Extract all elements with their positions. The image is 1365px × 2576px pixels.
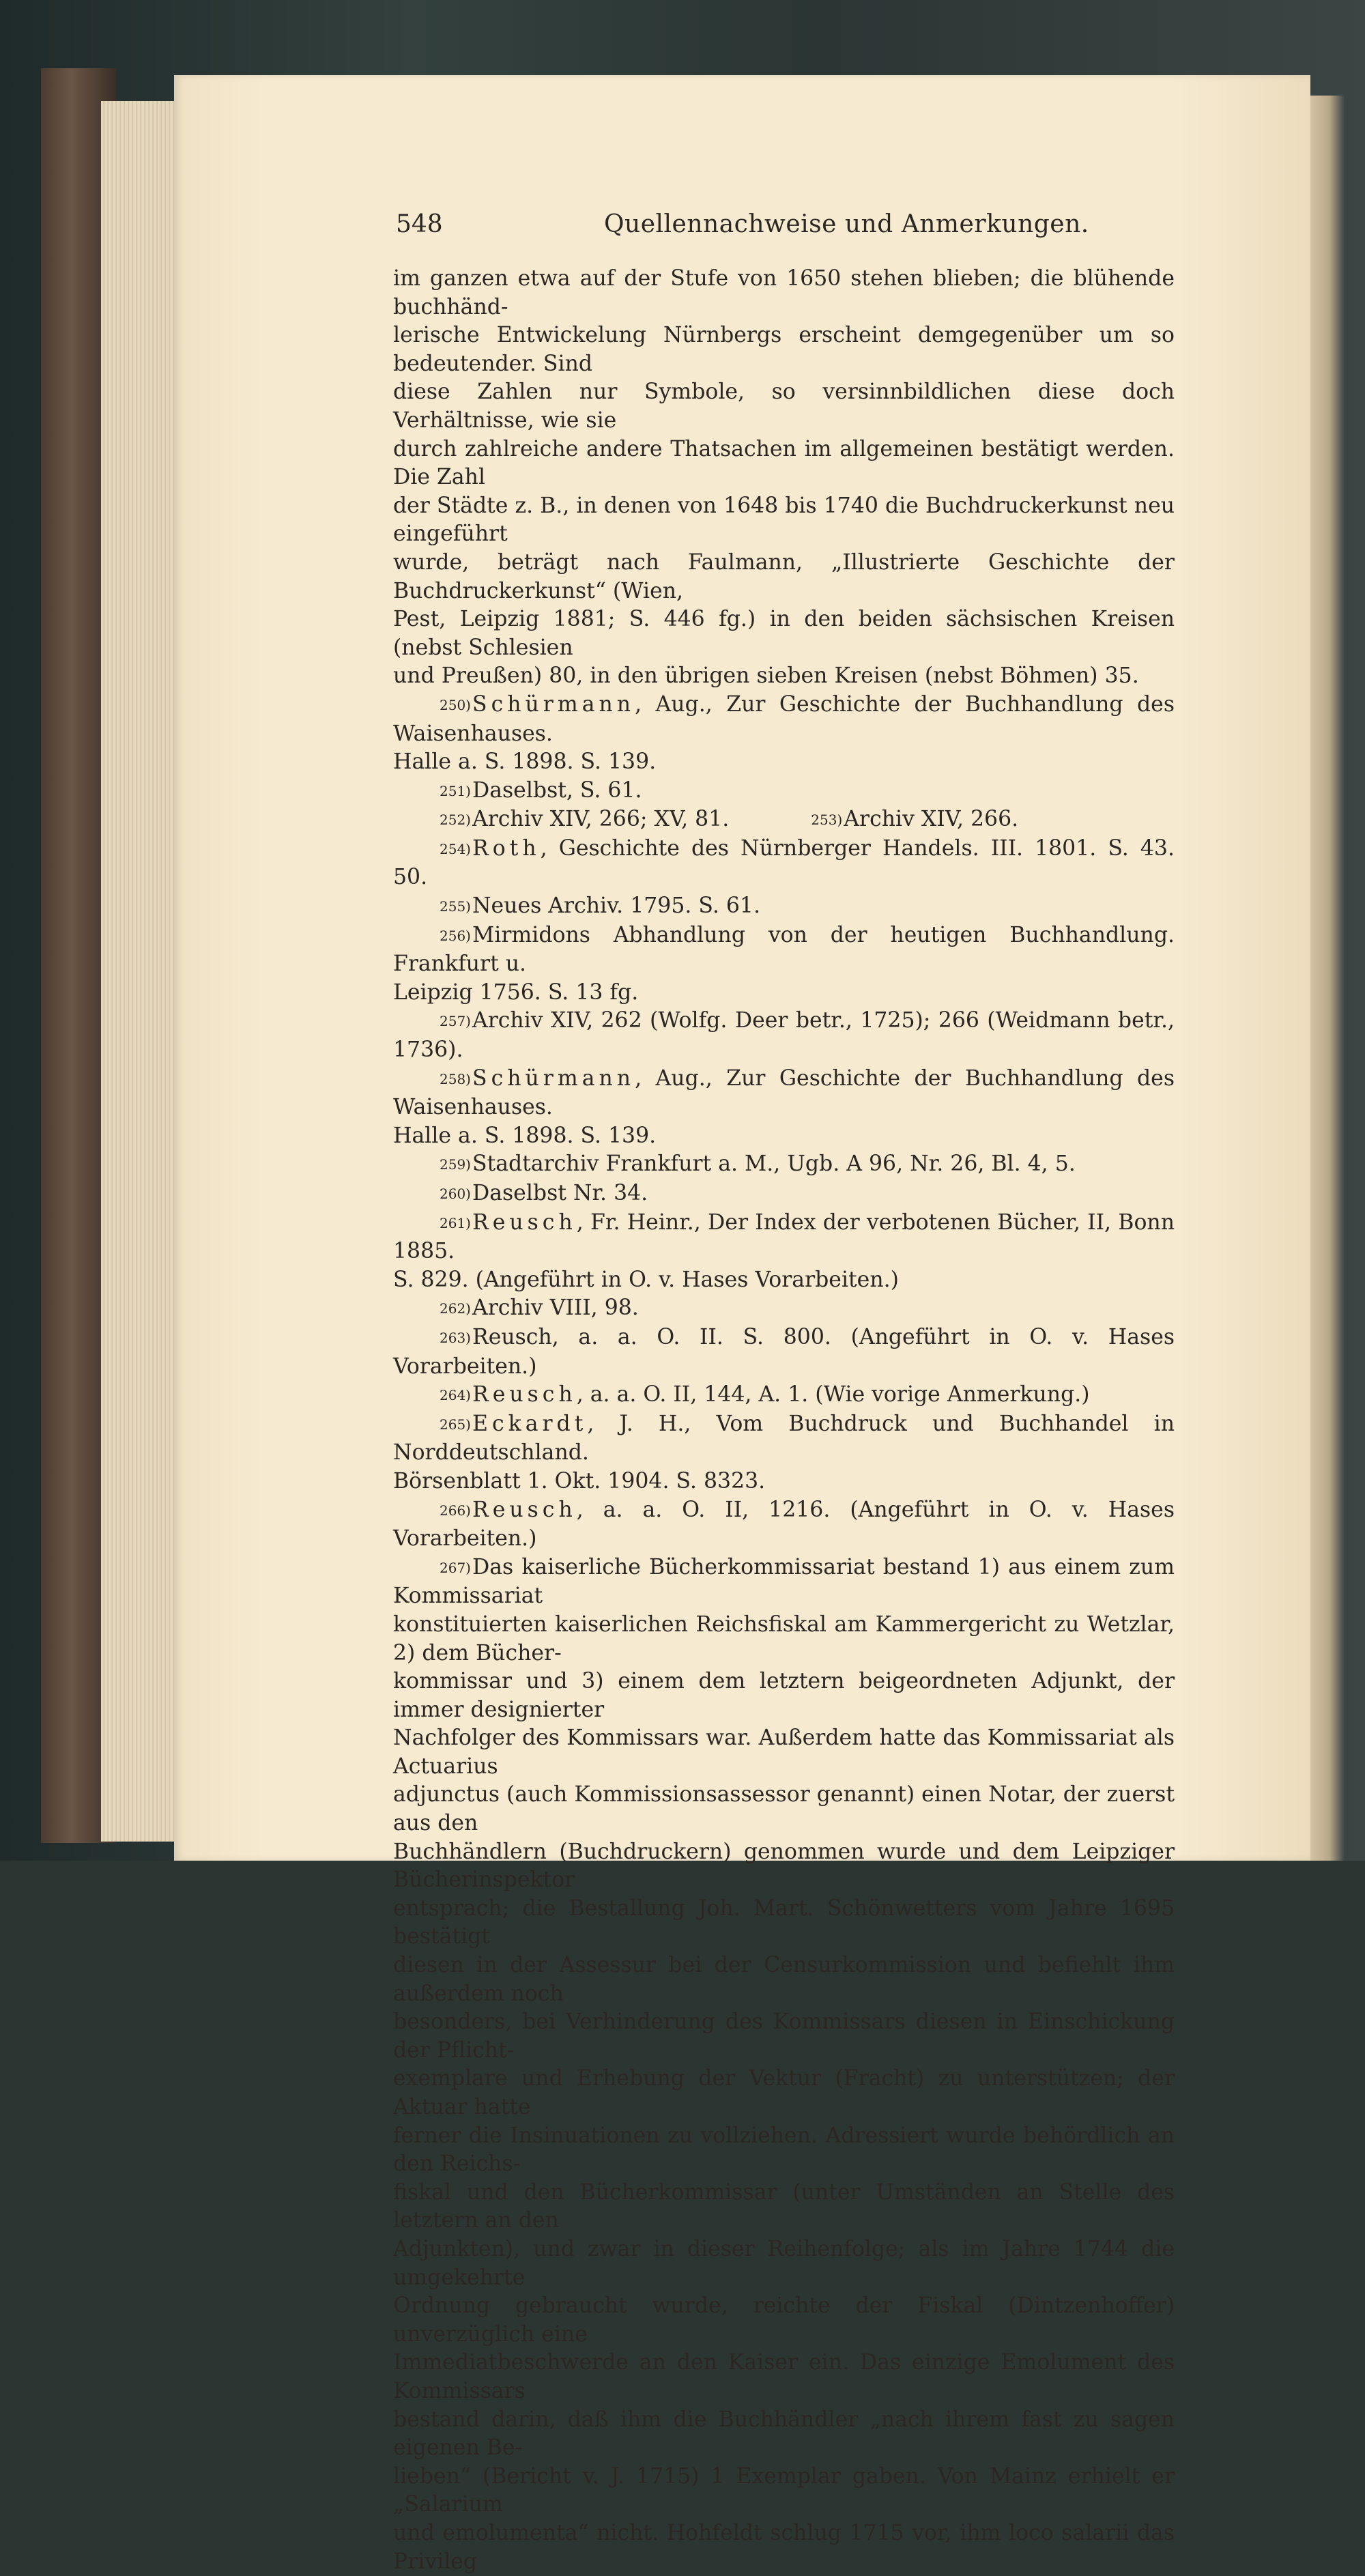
footnote-261: $^{261)}$Reusch, Fr. Heinr., Der Index der verbotenen Bücher, II, Bonn 1885. (393, 1210, 1175, 1264)
footnote-256: $^{256)}$Mirmidons Abhandlung von der heutigen Buchhandlung. Frankfurt u. (393, 922, 1175, 977)
footnote-255: $^{255)}$Neues Archiv. 1795. S. 61. (440, 893, 760, 919)
footnote-257: $^{257)}$Archiv XIV, 262 (Wolfg. Deer betr., 1725); 266 (Weidmann betr., 1736). (393, 1008, 1175, 1063)
text-line: wurde, beträgt nach Faulmann, „Illustrierte Geschichte der Buchdruckerkunst“ (Wien, (393, 549, 1175, 603)
text-line: Pest, Leipzig 1881; S. 446 fg.) in den beiden sächsischen Kreisen (nebst Schlesien (393, 607, 1175, 660)
footnote-251: $^{251)}$Daselbst, S. 61. (440, 777, 642, 803)
footnote-number: 267) (440, 1559, 471, 1576)
footnote-author: Reusch (472, 1497, 577, 1522)
footnote-continuation: Nachfolger des Kommissars war. Außerdem hatte das Kommissariat als Actuarius (393, 1726, 1175, 1779)
text-line: der Städte z. B., in denen von 1648 bis 1740 die Buchdruckerkunst neu eingeführt (393, 493, 1175, 547)
footnote-250: $^{250)}$Schürmann, Aug., Zur Geschichte der Buchhandlung des Waisenhauses. (393, 691, 1175, 746)
footnote-continuation: Halle a. S. 1898. S. 139. (393, 1123, 657, 1148)
footnote-259: $^{259)}$Stadtarchiv Frankfurt a. M., Ugb. A 96, Nr. 26, Bl. 4, 5. (440, 1151, 1076, 1177)
footnote-author: Roth (472, 835, 541, 861)
footnote-continuation: Ordnung gebraucht wurde, reichte der Fiskal (Dintzenhoffer) unverzüglich eine (393, 2293, 1175, 2347)
footnote-263: $^{263)}$Reusch, a. a. O. II. S. 800. (Angeführt in O. v. Hases Vorarbeiten.) (393, 1324, 1175, 1379)
footnote-author: Reusch (472, 1324, 552, 1349)
footnote-262: $^{262)}$Archiv VIII, 98. (440, 1296, 639, 1321)
footnote-number: 264) (440, 1387, 471, 1404)
footnote-continuation: Adjunkten), und zwar in dieser Reihenfolge; als im Jahre 1744 die umgekehrte (393, 2236, 1175, 2290)
footnote-264: $^{264)}$Reusch, a. a. O. II, 144, A. 1. (Wie vorige Anmerkung.) (440, 1382, 1090, 1407)
footnote-continuation: bestand darin, daß ihm die Buchhändler „nach ihrem fast zu sagen eigenen Be- (393, 2407, 1175, 2461)
footnote-number: 258) (440, 1070, 471, 1087)
text-line: durch zahlreiche andere Thatsachen im allgemeinen bestätigt werden. Die Zahl (393, 436, 1175, 490)
footnote-continuation: diesen in der Assessur bei der Censurkommission und befiehlt ihm außerdem noch (393, 1953, 1175, 2006)
footnote-number: 254) (440, 840, 471, 857)
footnote-continuation: Leipzig 1756. S. 13 fg. (393, 979, 639, 1005)
footnote-number: 253) (811, 812, 843, 829)
footnote-continuation: Börsenblatt 1. Okt. 1904. S. 8323. (393, 1468, 766, 1493)
running-title: Quellennachweise und Anmerkungen. (604, 210, 1089, 238)
footnote-number: 250) (440, 696, 471, 713)
footnote-continuation: Immediatbeschwerde an den Kaiser ein. Das einzige Emolument des Kommissars (393, 2350, 1175, 2403)
footnote-number: 265) (440, 1416, 471, 1433)
footnote-254: $^{254)}$Roth, Geschichte des Nürnberger Handels. III. 1801. S. 43. 50. (393, 835, 1175, 890)
footnote-number: 255) (440, 898, 471, 915)
footnote-260: $^{260)}$Daselbst Nr. 34. (440, 1181, 648, 1205)
footnote-author: Reusch (472, 1210, 577, 1235)
footnote-number: 260) (440, 1186, 471, 1202)
footnote-number: 259) (440, 1156, 471, 1173)
footnote-number: 257) (440, 1013, 471, 1030)
footnote-number: 251) (440, 782, 471, 799)
footnote-continuation: Buchhändlern (Buchdruckern) genommen wurde und dem Leipziger Bücherinspektor (393, 1839, 1175, 1893)
footnote-continuation: kommissar und 3) einem dem letztern beigeordneten Adjunkt, der immer designierter (393, 1669, 1175, 1722)
footnote-continuation: und emolumenta“ nicht. Hohfeldt schlug 1715 vor, ihm loco salarii das Privileg (393, 2520, 1175, 2574)
footnote-258: $^{258)}$Schürmann, Aug., Zur Geschichte der Buchhandlung des Waisenhauses. (393, 1065, 1175, 1120)
text-line: und Preußen) 80, in den übrigen sieben Kreisen (nebst Böhmen) 35. (393, 663, 1139, 689)
footnote-author: Reusch (472, 1382, 577, 1407)
text-line: lerische Entwickelung Nürnbergs erscheint demgegenüber um so bedeutender. Sind (393, 323, 1175, 376)
footnote-number: 252) (440, 812, 471, 829)
page-header (396, 210, 1174, 246)
footnote-continuation: lieben“ (Bericht v. J. 1715) 1 Exemplar gaben. Von Mainz erhielt er „Salarium (393, 2463, 1175, 2517)
text-line: im ganzen etwa auf der Stufe von 1650 stehen blieben; die blühende buchhänd- (393, 266, 1175, 319)
footnote-author: Schürmann (472, 691, 635, 717)
footnote-number: 263) (440, 1329, 471, 1346)
footnote-continuation: Halle a. S. 1898. S. 139. (393, 749, 657, 775)
footnote-252-253: $^{252)}$Archiv XIV, 266; XV, 81. $^{253)}$Archiv XIV, 266. (440, 807, 1019, 832)
footnote-265: $^{265)}$Eckardt, J. H., Vom Buchdruck und Buchhandel in Norddeutschland. (393, 1411, 1175, 1465)
footnote-continuation: ferner die Insinuationen zu vollziehen. Adressiert wurde behördlich an den Reichs- (393, 2123, 1175, 2177)
footnote-number: 261) (440, 1214, 471, 1231)
footnote-continuation: fiskal und den Bücherkommissar (unter Umständen an Stelle des letztern an den (393, 2179, 1175, 2233)
footnote-number: 262) (440, 1300, 471, 1317)
footnote-author: Schürmann (472, 1065, 635, 1091)
footnote-267: $^{267)}$Das kaiserliche Bücherkommissariat bestand 1) aus einem zum Kommissariat (393, 1554, 1175, 1609)
footnote-number: 266) (440, 1502, 471, 1519)
footnote-continuation: entsprach; die Bestallung Joh. Mart. Schönwetters vom Jahre 1695 bestätigt (393, 1895, 1175, 1949)
footnote-number: 256) (440, 927, 471, 944)
page-stack-edge (101, 101, 176, 1842)
footnote-continuation: besonders, bei Verhinderung des Kommissars diesen in Einschickung der Pflicht- (393, 2009, 1175, 2063)
page-number: 548 (396, 210, 443, 238)
footnote-continuation: konstituierten kaiserlichen Reichsfiskal am Kammergericht zu Wetzlar, 2) dem Bücher- (393, 1612, 1175, 1665)
facing-page-edge (1307, 96, 1345, 1861)
footnote-author: Eckardt (472, 1411, 588, 1436)
footnote-continuation: adjunctus (auch Kommissionsassessor genannt) einen Notar, der zuerst aus den (393, 1782, 1175, 1836)
footnote-continuation: S. 829. (Angeführt in O. v. Hases Vorarbeiten.) (393, 1267, 899, 1292)
footnote-266: $^{266)}$Reusch, a. a. O. II, 1216. (Angeführt in O. v. Hases Vorarbeiten.) (393, 1497, 1175, 1551)
footnote-continuation: exemplare und Erhebung der Vektur (Fracht) zu unterstützen; der Aktuar hatte (393, 2066, 1175, 2119)
page-body (393, 265, 1175, 2576)
text-line: diese Zahlen nur Symbole, so versinnbildlichen diese doch Verhältnisse, wie sie (393, 380, 1175, 433)
